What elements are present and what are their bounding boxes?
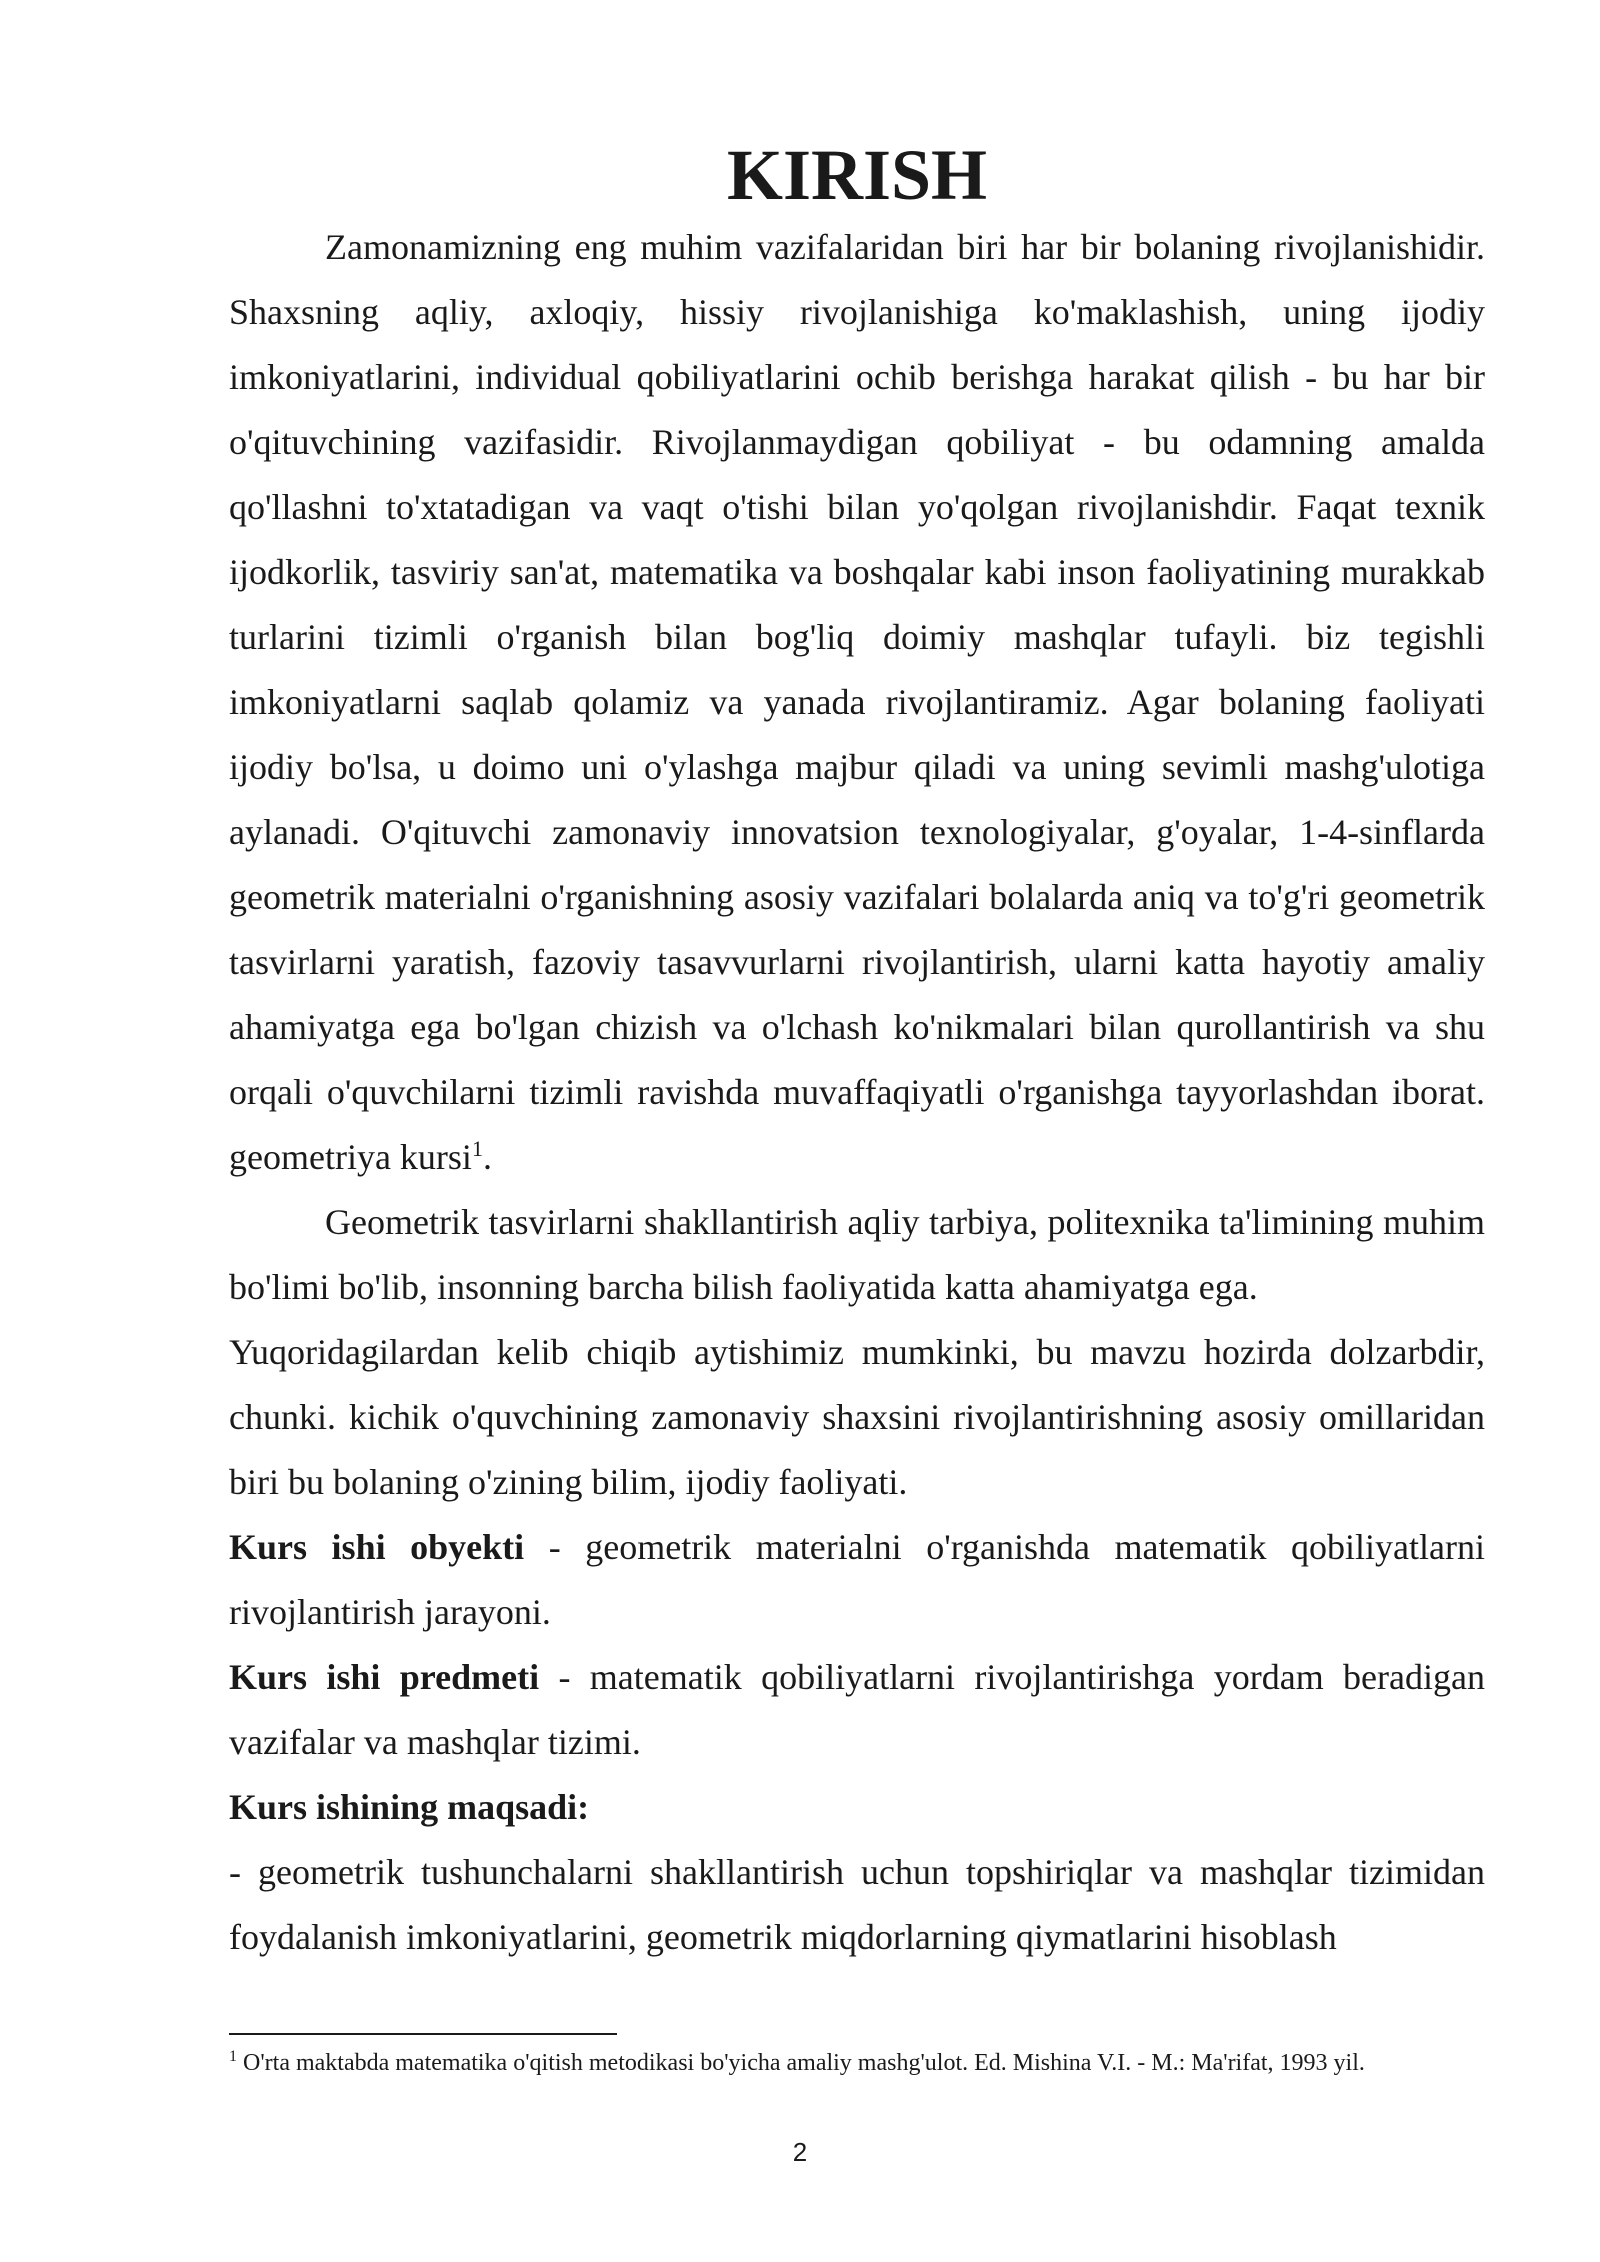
intro-paragraph-1-text: Zamonamizning eng muhim vazifalaridan biri har bir bolaning rivojlanishidir. Shaxsning aqliy, axloqiy, hissiy rivojlanishiga ko'maklashish, uning ijodiy imkoniyatlarini, individual qobiliyatlarini ochib berishga harakat qilish - bu har bir o'qituvchining vazifasidir. Rivojlanmaydigan qobiliyat - bu odamning amalda qo'llashni to'xtatadigan va vaqt o'tishi bilan yo'qolgan rivojlanishdir. Faqat texnik ijodkorlik, tasviriy san'at, matematika va boshqalar kabi inson faoliyatining murakkab turlarini tizimli o'rganish bilan bog'liq doimiy mashqlar tufayli. biz tegishli imkoniyatlarni saqlab qolamiz va yanada rivojlantiramiz. Agar bolaning faoliyati ijodiy bo'lsa, u doimo uni o'ylashga majbur qiladi va uning sevimli mashg'ulotiga aylanadi. O'qituvchi zamonaviy innovatsion texnologiyalar, g'oyalar, 1-4-sinflarda geometrik materialni o'rganishning asosiy vazifalari bolalarda aniq va to'g'ri geometrik tasvirlarni yaratish, fazoviy tasavvurlarni rivojlantirish, ularni katta hayotiy amaliy ahamiyatga ega bo'lgan chizish va o'lchash ko'nikmalari bilan qurollantirish va shu orqali o'quvchilarni tizimli ravishda muvaffaqiyatli o'rganishga tayyorlashdan iborat. geometriya kursi [229,227,1485,1177]
footnote-number: 1 [229,2048,237,2065]
intro-paragraph-1-end: . [482,1137,492,1177]
footnote [229,2046,1485,2080]
footnote-separator [229,2033,617,2035]
intro-paragraph-2: Geometrik tasvirlarni shakllantirish aqliy tarbiya, politexnika ta'limining muhim bo'limi bo'lib, insonning barcha bilish faoliyatida katta ahamiyatga ega. [229,1202,1485,1307]
intro-paragraph-1 [229,215,1485,1190]
course-goal-item: - geometrik tushunchalarni shakllantirish uchun topshiriqlar va mashqlar tizimidan foydalanish imkoniyatlarini, geometrik miqdorlarning qiymatlarini hisoblash [229,1852,1485,1957]
course-subject-text: - matematik qobiliyatlarni rivojlantirishga yordam beradigan vazifalar va mashqlar tizimi. [229,1657,1485,1762]
page-body [229,135,1485,1970]
course-object-paragraph [229,1515,1485,1645]
footnote-text: O'rta maktabda matematika o'qitish metodikasi bo'yicha amaliy mashg'ulot. Ed. Mishina V.I. - M.: Ma'rifat, 1993 yil. [237,2050,1365,2076]
course-subject-label: Kurs ishi predmeti [229,1657,540,1697]
course-object-text: - geometrik materialni o'rganishda matematik qobiliyatlarni rivojlantirish jarayoni. [229,1527,1485,1632]
section-title: KIRISH [726,135,988,215]
footnote-reference[interactable]: 1 [471,1136,483,1161]
course-object-label: Kurs ishi obyekti [229,1527,525,1567]
intro-paragraph-3: Yuqoridagilardan kelib chiqib aytishimiz mumkinki, bu mavzu hozirda dolzarbdir, chunki. kichik o'quvchining zamonaviy shaxsini rivojlantirishning asosiy omillaridan biri bu bolaning o'zining bilim, ijodiy faoliyati. [229,1332,1485,1502]
course-goal-heading: Kurs ishining maqsadi: [229,1787,590,1827]
page-number: 2 [792,2137,808,2167]
course-subject-paragraph [229,1645,1485,1775]
